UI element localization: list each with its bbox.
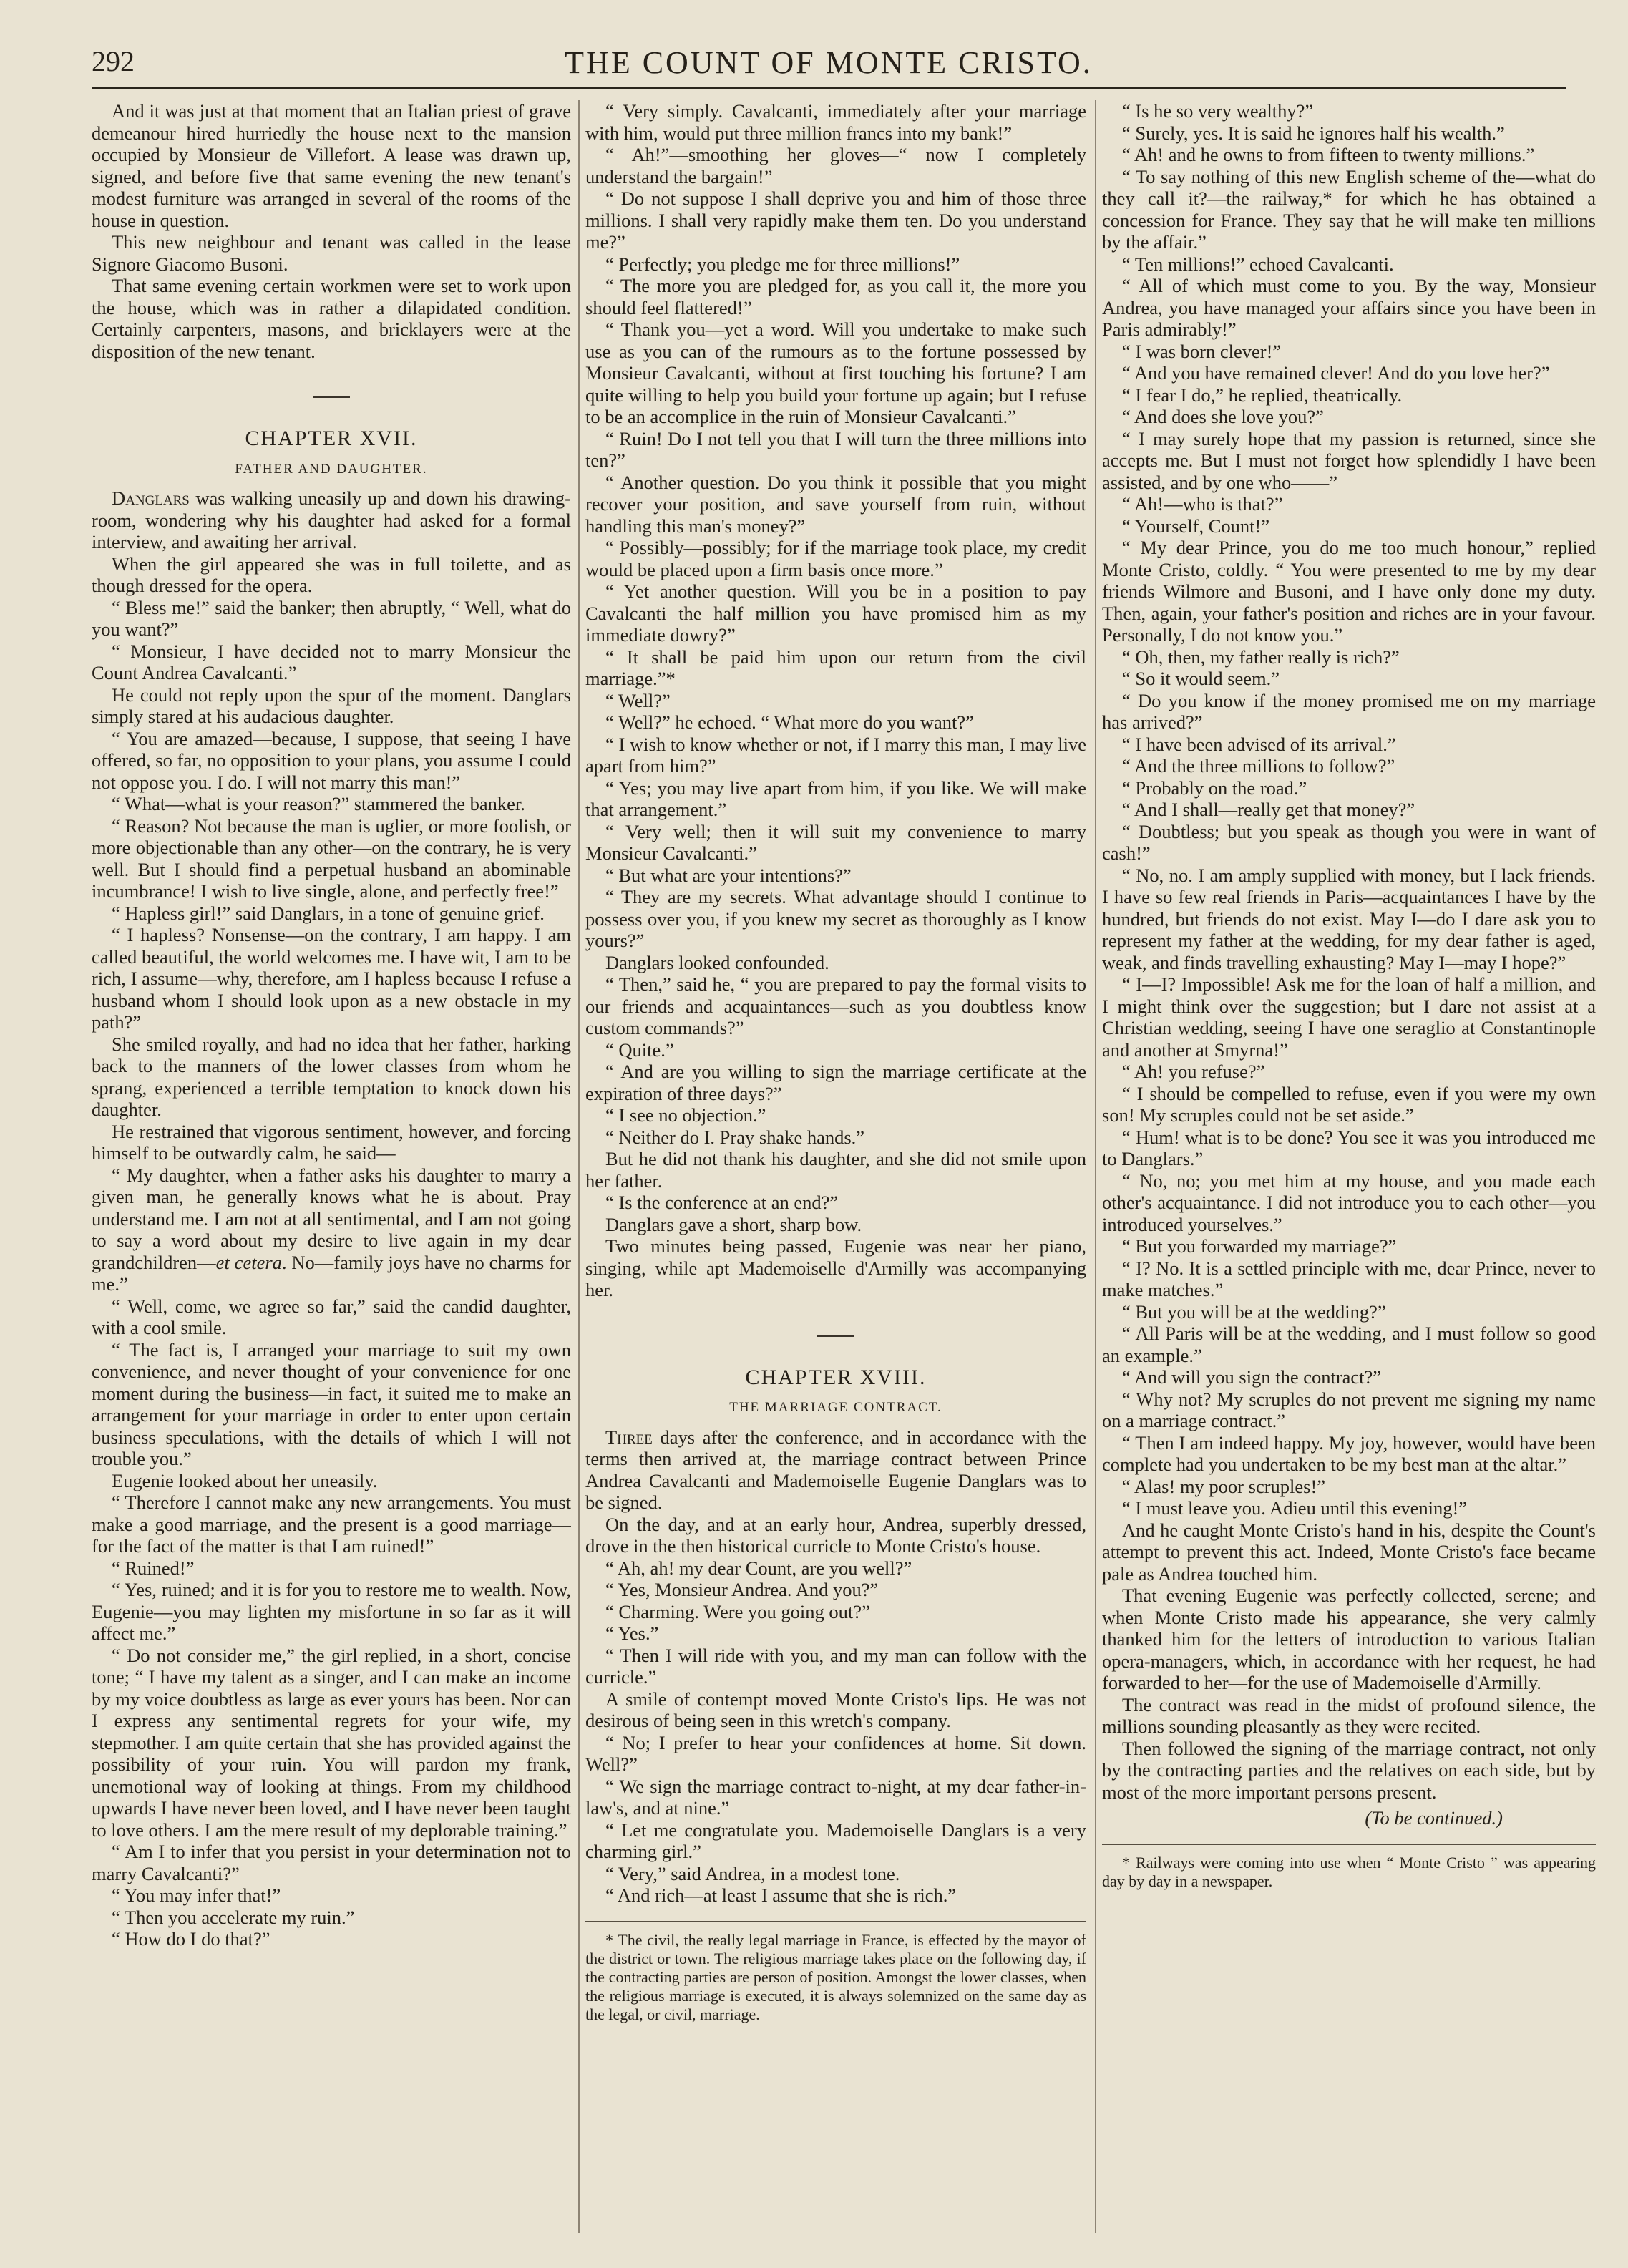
paragraph: “ And does she love you?” (1122, 406, 1324, 427)
section-ornament (817, 1335, 854, 1337)
paragraph: “ Another question. Do you think it possible that you might recover your position, and save yourself from ruin, without handling this man's money?” (585, 471, 1086, 537)
paragraph: “ Then I am indeed happy. My joy, however, would have been complete had you undertaken to be my best man at the altar.” (1102, 1431, 1596, 1475)
paragraph: “ I must leave you. Adieu until this evening!” (1122, 1497, 1468, 1519)
paragraph: “ Surely, yes. It is said he ignores half his wealth.” (1122, 122, 1505, 144)
paragraph: “ Probably on the road.” (1122, 777, 1307, 799)
paragraph: “ Ruined!” (112, 1557, 195, 1579)
paragraph: “ Doubtless; but you speak as though you were in want of cash!” (1102, 820, 1596, 864)
paragraph: “ No; I prefer to hear your confidences at home. Sit down. Well?” (585, 1731, 1086, 1775)
section-ornament (313, 396, 350, 398)
paragraph: “ Why not? My scruples do not prevent me signing my name on a marriage contract.” (1102, 1388, 1596, 1431)
paragraph: He restrained that vigorous sentiment, however, and forcing himself to be outwardly calm, he said— (92, 1120, 571, 1164)
paragraph: And it was just at that moment that an Italian priest of grave demeanour hired hurriedly the house next to the mansion occupied by Monsieur de Villefort. A lease was drawn up, signed, and before five that same evening the new tenant's modest furniture was arranged in several of the rooms of the house in question. (92, 100, 571, 231)
paragraph: When the girl appeared she was in full toilette, and as though dressed for the opera. (92, 553, 571, 596)
footnote-rule (585, 1921, 1086, 1922)
paragraph: “ Monsieur, I have decided not to marry Monsieur the Count Andrea Cavalcanti.” (92, 640, 571, 683)
paragraph: Danglars gave a short, sharp bow. (605, 1213, 862, 1235)
paragraph: “ But you will be at the wedding?” (1122, 1300, 1386, 1323)
paragraph: “ Then,” said he, “ you are prepared to pay the formal visits to our friends and acquaintances—such as you doubtless know custom commands?” (585, 973, 1086, 1038)
paragraph: “ Ah, ah! my dear Count, are you well?” (605, 1557, 912, 1579)
paragraph: On the day, and at an early hour, Andrea, superbly dressed, drove in the then historical curricle to Monte Cristo's house. (585, 1513, 1086, 1557)
paragraph: “ And will you sign the contract?” (1122, 1366, 1382, 1388)
footnote: * Railways were coming into use when “ Monte Cristo ” was appearing day by day in a newspaper. (1102, 1853, 1596, 1890)
paragraph: “ The fact is, I arranged your marriage to suit my own convenience, and never thought of your convenience for one moment during the business—in fact, it suited me to make an arrangement for your marriage in order to enter upon certain business speculations, with the details of which I will not trouble you.” (92, 1338, 571, 1469)
paragraph: “ Well?” he echoed. “ What more do you want?” (605, 711, 974, 733)
paragraph: “ So it would seem.” (1122, 668, 1280, 689)
paragraph: “ Yes; you may live apart from him, if you like. We will make that arrangement.” (585, 777, 1086, 820)
paragraph: “ Then I will ride with you, and my man can follow with the curricle.” (585, 1644, 1086, 1688)
paragraph: “ Well?” (605, 689, 671, 711)
paragraph: “ Hapless girl!” said Danglars, in a tone of genuine grief. (112, 902, 545, 924)
paragraph: “ The more you are pledged for, as you call it, the more you should feel flattered!” (585, 275, 1086, 318)
chapter-subtitle: THE MARRIAGE CONTRACT. (729, 1400, 942, 1415)
paragraph: “ Very simply. Cavalcanti, immediately after your marriage with him, would put three million francs into my bank!” (585, 100, 1086, 144)
paragraph: “ My dear Prince, you do me too much honour,” replied Monte Cristo, coldly. “ You were presented to me by my dear friends Wilmore and Busoni, and I have only done my duty. Then, again, your father's position and riches are in your favour. Personally, I do not know you.” (1102, 537, 1596, 646)
paragraph: “ Ah! you refuse?” (1122, 1061, 1265, 1082)
paragraph: “ Yes.” (605, 1622, 659, 1644)
paragraph: “ Yet another question. Will you be in a position to pay Cavalcanti the half million you have promised him as my immediate dowry?” (585, 580, 1086, 646)
paragraph: Then followed the signing of the marriage contract, not only by the contracting parties and the relatives on each side, but by most of the more important persons present. (1102, 1737, 1596, 1803)
column-left (92, 100, 571, 2240)
paragraph: “ And rich—at least I assume that she is rich.” (605, 1884, 957, 1906)
paragraph: “ To say nothing of this new English scheme of the—what do they call it?—the railway,* for which he has obtained a concession for France. They say that he will make ten millions by the affair.” (1102, 165, 1596, 253)
paragraph: “ My daughter, when a father asks his daughter to marry a given man, he generally knows what he is about. Pray understand me. I am not at all sentimental, and I am not going to say a word about my desire to live again in my dear grandchildren—et cetera. No—family joys have no charms for me.” (92, 1164, 571, 1295)
lead-word: Danglars (112, 487, 190, 509)
paragraph: “ Possibly—possibly; for if the marriage took place, my credit would be placed upon a firm basis once more.” (585, 537, 1086, 580)
footnote: * The civil, the really legal marriage in France, is effected by the mayor of the district or town. The religious marriage takes place on the following day, if the contracting parties are person of position. Amongst the lower classes, when the religious marriage is executed, it is always solemnized on the same day as the legal, or civil, marriage. (585, 1930, 1086, 2023)
paragraph: “ Quite.” (605, 1038, 674, 1061)
paragraph: “ Let me congratulate you. Mademoiselle Danglars is a very charming girl.” (585, 1819, 1086, 1862)
paragraph: “ Charming. Were you going out?” (605, 1600, 870, 1622)
paragraph: “ Therefore I cannot make any new arrangements. You must make a good marriage, and the present is a good marriage—for the fact of the matter is that I am ruined!” (92, 1491, 571, 1557)
paragraph: “ Ah!”—smoothing her gloves—“ now I completely understand the bargain!” (585, 144, 1086, 188)
paragraph: “ You may infer that!” (112, 1884, 281, 1906)
paragraph: “ Hum! what is to be done? You see it was you introduced me to Danglars.” (1102, 1126, 1596, 1169)
paragraph: “ Then you accelerate my ruin.” (112, 1906, 355, 1928)
paragraph: Eugenie looked about her uneasily. (112, 1469, 378, 1491)
paragraph: “ Thank you—yet a word. Will you undertake to make such use as you can of the rumours as to the fortune possessed by Monsieur Cavalcanti, without at first touching his fortune? I am quite willing to help you build your fortune up again; but I refuse to be an accomplice in the ruin of Monsieur Cavalcanti.” (585, 318, 1086, 427)
paragraph: “ All Paris will be at the wedding, and I must follow so good an example.” (1102, 1323, 1596, 1366)
paragraph: “ Very well; then it will suit my convenience to marry Monsieur Cavalcanti.” (585, 820, 1086, 864)
paragraph: This new neighbour and tenant was called in the lease Signore Giacomo Busoni. (92, 231, 571, 275)
chapter-subtitle: FATHER AND DAUGHTER. (235, 461, 428, 477)
column-rule-left (578, 100, 580, 2233)
paragraph: “ I have been advised of its arrival.” (1122, 733, 1396, 755)
paragraph: Three days after the conference, and in accordance with the terms then arrived at, the marriage contract between Prince Andrea Cavalcanti and Mademoiselle Eugenie Danglars was to be signed. (585, 1426, 1086, 1513)
paragraph: “ But you forwarded my marriage?” (1122, 1235, 1397, 1257)
page-header (92, 44, 1566, 84)
page-number: 292 (92, 45, 135, 77)
paragraph: And he caught Monte Cristo's hand in his, despite the Count's attempt to prevent this act. Indeed, Monte Cristo's face became pale as Andrea touched him. (1102, 1519, 1596, 1585)
paragraph: A smile of contempt moved Monte Cristo's lips. He was not desirous of being seen in this wretch's company. (585, 1688, 1086, 1731)
paragraph: “ How do I do that?” (112, 1928, 270, 1950)
paragraph: “ I may surely hope that my passion is returned, since she accepts me. But I must not forget how splendidly I have been assisted, and by one who——” (1102, 427, 1596, 493)
paragraph: “ Do you know if the money promised me on my marriage has arrived?” (1102, 689, 1596, 733)
paragraph: But he did not thank his daughter, and she did not smile upon her father. (585, 1148, 1086, 1192)
paragraph: “ But what are your intentions?” (605, 864, 852, 886)
paragraph: Danglars was walking uneasily up and down his drawing-room, wondering why his daughter had asked for a formal interview, and awaiting her arrival. (92, 487, 571, 553)
paragraph: “ Am I to infer that you persist in your determination not to marry Cavalcanti?” (92, 1841, 571, 1884)
paragraph: “ We sign the marriage contract to-night, at my dear father-in-law's, and at nine.” (585, 1775, 1086, 1819)
paragraph: That same evening certain workmen were set to work upon the house, which was in rather a dilapidated condition. Certainly carpenters, masons, and bricklayers were at the disposition of the new tenant. (92, 275, 571, 362)
paragraph: “ Is he so very wealthy?” (1122, 100, 1314, 122)
paragraph: “ I should be compelled to refuse, even if you were my own son! My scruples could not be set aside.” (1102, 1082, 1596, 1126)
paragraph: “ All of which must come to you. By the way, Monsieur Andrea, you have managed your affairs since you have been in Paris admirably!” (1102, 275, 1596, 340)
paragraph: “ Is the conference at an end?” (605, 1192, 839, 1213)
column-right (1102, 100, 1596, 2240)
paragraph: “ Do not consider me,” the girl replied, in a short, concise tone; “ I have my talent as a singer, and I can make an income by my voice doubtless as large as ever yours has been. Nor can I express any sentimental regrets for your wife, my stepmother. I am quite certain that she has provided against the possibility of your ruin. You will pardon my frank, unemotional way of looking at things. From my childhood upwards I have never been loved, and I have never been taught to love others. I am the mere result of my deplorable training.” (92, 1644, 571, 1841)
paragraph: “ Ah!—who is that?” (1122, 493, 1283, 515)
paragraph: “ What—what is your reason?” stammered the banker. (112, 793, 525, 814)
paragraph: “ Yes, ruined; and it is for you to restore me to wealth. Now, Eugenie—you may lighten my misfortune in so far as it will affect me.” (92, 1579, 571, 1644)
paragraph: “ Ah! and he owns to from fifteen to twenty millions.” (1122, 144, 1535, 165)
paragraph: “ I was born clever!” (1122, 340, 1282, 362)
paragraph: “ Neither do I. Pray shake hands.” (605, 1126, 865, 1148)
paragraph: “ It shall be paid him upon our return from the civil marriage.”* (585, 646, 1086, 689)
paragraph: “ Well, come, we agree so far,” said the candid daughter, with a cool smile. (92, 1295, 571, 1338)
paragraph: “ Ten millions!” echoed Cavalcanti. (1122, 253, 1394, 275)
paragraph: “ And are you willing to sign the marriage certificate at the expiration of three days?” (585, 1061, 1086, 1104)
paragraph: “ I—I? Impossible! Ask me for the loan of half a million, and I might think over the suggestion; but I dare not assist at a Christian wedding, seeing I have one seraglio at Constantinople and another at Smyrna!” (1102, 973, 1596, 1061)
footnote-rule (1102, 1844, 1596, 1845)
header-rule (92, 87, 1566, 89)
lead-word: Three (605, 1426, 653, 1448)
paragraph: “ Ruin! Do I not tell you that I will turn the three millions into ten?” (585, 427, 1086, 471)
paragraph: He could not reply upon the spur of the moment. Danglars simply stared at his audacious daughter. (92, 683, 571, 727)
running-title: THE COUNT OF MONTE CRISTO. (565, 45, 1093, 80)
paragraph: The contract was read in the midst of profound silence, the millions sounding pleasantly as they were recited. (1102, 1693, 1596, 1737)
paragraph: Two minutes being passed, Eugenie was near her piano, singing, while apt Mademoiselle d'Armilly was accompanying her. (585, 1235, 1086, 1300)
paragraph: “ Very,” said Andrea, in a modest tone. (605, 1862, 900, 1884)
chapter-title: CHAPTER XVII. (245, 427, 418, 450)
paragraph: “ I fear I do,” he replied, theatrically. (1122, 384, 1403, 406)
chapter-title: CHAPTER XVIII. (745, 1365, 927, 1389)
paragraph: “ Yourself, Count!” (1122, 515, 1270, 537)
column-rule-right (1095, 100, 1096, 2233)
paragraph: “ Bless me!” said the banker; then abruptly, “ Well, what do you want?” (92, 596, 571, 640)
paragraph: “ Do not suppose I shall deprive you and him of those three millions. I shall very rapidly make them ten. Do you understand me?” (585, 188, 1086, 253)
paragraph: “ No, no. I am amply supplied with money, but I lack friends. I have so few real friends in Paris—acquaintances I have by the hundred, but friends do not exist. May I—do I dare ask you to represent my father at the wedding, for my dear father is aged, weak, and finds travelling exhausting? May I—may I hope?” (1102, 864, 1596, 973)
paragraph: She smiled royally, and had no idea that her father, harking back to the manners of the lower classes from whom he sprang, experienced a terrible temptation to knock down his daughter. (92, 1033, 571, 1120)
paragraph: “ Perfectly; you pledge me for three millions!” (605, 253, 960, 275)
paragraph: “ They are my secrets. What advantage should I continue to possess over you, if you knew my secret as thoroughly as I know yours?” (585, 886, 1086, 951)
paragraph: “ I see no objection.” (605, 1104, 766, 1126)
paragraph: “ And I shall—really get that money?” (1122, 799, 1415, 820)
paragraph: “ You are amazed—because, I suppose, that seeing I have offered, so far, no opposition to your plans, you assume I could not oppose you. I do. I will not marry this man!” (92, 727, 571, 793)
paragraph: “ I wish to know whether or not, if I marry this man, I may live apart from him?” (585, 733, 1086, 777)
paragraph: “ And the three millions to follow?” (1122, 755, 1395, 777)
paragraph: “ Alas! my poor scruples!” (1122, 1475, 1326, 1497)
paragraph: “ Yes, Monsieur Andrea. And you?” (605, 1579, 879, 1600)
paragraph: Danglars looked confounded. (605, 951, 829, 973)
paragraph: That evening Eugenie was perfectly collected, serene; and when Monte Cristo made his appearance, she very calmly thanked him for the letters of introduction to various Italian opera-managers, which, in accordance with her request, he had forwarded to her—for the use of Mademoiselle d'Armilly. (1102, 1585, 1596, 1693)
column-middle (585, 100, 1086, 2240)
paragraph: “ I hapless? Nonsense—on the contrary, I am happy. I am called beautiful, the world welcomes me. I have wit, I am to be rich, I assume—why, therefore, am I hapless because I refuse a husband whom I should look upon as a new obstacle in my path?” (92, 924, 571, 1033)
paragraph: “ Oh, then, my father really is rich?” (1122, 646, 1400, 668)
paragraph: “ No, no; you met him at my house, and you made each other's acquaintance. I did not introduce you to each other—you introduced yourselves.” (1102, 1169, 1596, 1235)
paragraph: “ Reason? Not because the man is uglier, or more foolish, or more objectionable than any other—on the contrary, he is very well. But I should find a perpetual husband an abominable incumbrance! I wish to live single, alone, and perfectly free!” (92, 814, 571, 902)
paragraph: “ I? No. It is a settled principle with me, dear Prince, never to make matches.” (1102, 1257, 1596, 1300)
to-be-continued: (To be continued.) (1365, 1807, 1503, 1829)
paragraph: “ And you have remained clever! And do you love her?” (1122, 362, 1550, 384)
